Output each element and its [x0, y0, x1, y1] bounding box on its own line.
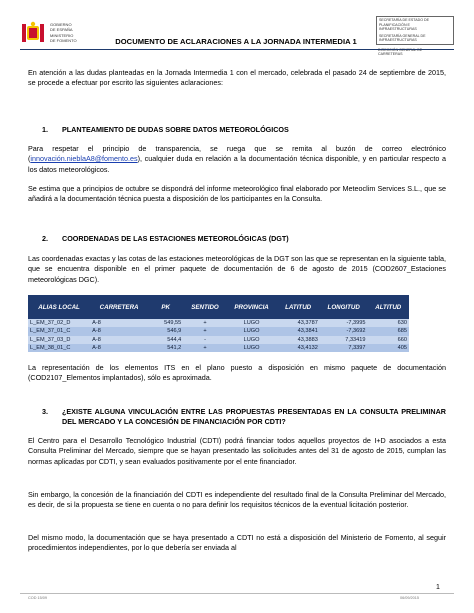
department-line: INFRAESTRUCTURAS: [379, 38, 417, 42]
column-header: ALIAS LOCAL: [28, 295, 90, 319]
table-cell: 546,9: [148, 327, 183, 335]
table-row: [28, 336, 409, 344]
section-2-heading: [28, 234, 446, 244]
department-line: DIRECCIÓN GENERAL DE: [378, 47, 423, 52]
table-cell: L_EM_38_01_C: [28, 344, 90, 352]
column-header: PK: [148, 295, 183, 319]
table-cell: LUGO: [227, 327, 277, 335]
paragraph-text: Para respetar el principio de transparencia, se ruega que se remita al buzón de correo electrónico (: [28, 144, 446, 164]
column-header: CARRETERA: [90, 295, 148, 319]
page-number: 1: [436, 584, 440, 591]
footer-code: COD 15/09: [28, 596, 47, 600]
table-cell: 405: [368, 344, 409, 352]
table-cell: 7,33419: [320, 336, 368, 344]
table-header-row: [28, 295, 409, 319]
section-number: 1.: [42, 125, 48, 134]
section-3-paragraph-3: Del mismo modo, la documentación que se haya presentado a CDTI no está a disposición del Ministerio de Fomento, al seguir procedimientos independientes, por lo que debería ser enviada al: [28, 533, 446, 553]
table-cell: LUGO: [227, 344, 277, 352]
column-header: PROVINCIA: [227, 295, 277, 319]
section-title: ¿EXISTE ALGUNA VINCULACIÓN ENTRE LAS PROPUESTAS PRESENTADAS EN LA CONSULTA PRELIMINAR DEL MERCADO Y LA CONCESIÓN DE FINANCIACIÓN POR CDTI?: [62, 407, 446, 427]
section-title: COORDENADAS DE LAS ESTACIONES METEOROLÓGICAS (DGT): [62, 234, 289, 243]
table-cell: 549,55: [148, 319, 183, 327]
department-line: SECRETARÍA DE ESTADO DE: [379, 18, 429, 22]
section-3-heading: [28, 407, 446, 428]
table-cell: 685: [368, 327, 409, 335]
department-box-secretaria: [376, 16, 454, 45]
table-cell: 43,4132: [276, 344, 319, 352]
intro-paragraph: En atención a las dudas planteadas en la Jornada Intermedia 1 con el mercado, celebrada el pasado 24 de septiembre de 2015, se procede a efectuar por escrito las siguientes aclaraciones:: [28, 68, 446, 88]
table-cell: L_EM_37_03_D: [28, 336, 90, 344]
table-cell: 43,3883: [276, 336, 319, 344]
document-title: DOCUMENTO DE ACLARACIONES A LA JORNADA INTERMEDIA 1: [115, 37, 357, 46]
section-3-paragraph-1: El Centro para el Desarrollo Tecnológico Industrial (CDTI) podrá financiar todos aquellos proyectos de I+D asociados a esta Consulta Preliminar del Mercado, siempre que se hayan presentado las solicitudes antes del 31 de agosto de 2015, cumplan las normas aplicadas por CDTI, y sean evaluados positivamente por el ente financiador.: [28, 436, 446, 466]
table-cell: LUGO: [227, 336, 277, 344]
table-cell: -7,3995: [320, 319, 368, 327]
table-cell: L_EM_37_02_D: [28, 319, 90, 327]
table-cell: A-8: [90, 344, 148, 352]
ministry-line: DE FOMENTO: [50, 38, 77, 43]
table-cell: 541,2: [148, 344, 183, 352]
ministry-line: GOBIERNO: [50, 22, 72, 27]
table-cell: L_EM_37_01_C: [28, 327, 90, 335]
column-header: ALTITUD: [368, 295, 409, 319]
ministry-label: [50, 22, 90, 43]
stations-table: [28, 295, 409, 352]
section-1-heading: [28, 125, 446, 135]
table-cell: LUGO: [227, 319, 277, 327]
header-divider: [20, 49, 454, 50]
footer-date: 06/09/2015: [400, 596, 420, 600]
table-cell: +: [183, 344, 226, 352]
table-cell: A-8: [90, 336, 148, 344]
footer-divider: [20, 593, 454, 594]
section-2-paragraph-2: La representación de los elementos ITS en el plano puesto a disposición en mismo paquete de documentación (COD2107_Elementos implantados), sólo es aproximada.: [28, 363, 446, 383]
table-cell: 544,4: [148, 336, 183, 344]
table-row: [28, 319, 409, 327]
table-cell: 660: [368, 336, 409, 344]
ministry-line: DE ESPAÑA: [50, 27, 73, 32]
column-header: LATITUD: [276, 295, 319, 319]
table-cell: -: [183, 336, 226, 344]
table-row: [28, 344, 409, 352]
section-title: PLANTEAMIENTO DE DUDAS SOBRE DATOS METEOROLÓGICOS: [62, 125, 289, 134]
table-cell: A-8: [90, 319, 148, 327]
table-cell: 43,3841: [276, 327, 319, 335]
table-cell: -7,3692: [320, 327, 368, 335]
section-1-paragraph-1: [28, 144, 446, 175]
section-number: 2.: [42, 234, 48, 243]
ministry-line: MINISTERIO: [50, 33, 74, 38]
table-cell: A-8: [90, 327, 148, 335]
column-header: LONGITUD: [320, 295, 368, 319]
department-line: PLANIFICACIÓN E: [379, 22, 410, 27]
table-cell: +: [183, 327, 226, 335]
section-3-paragraph-2: Sin embargo, la concesión de la financiación del CDTI es independiente del resultado final de la Consulta Preliminar del Mercado, es decir, de si la propuesta se tiene en cuenta o no para definir los requisitos técnicos de la eventual licitación posterior.: [28, 490, 446, 510]
section-1-paragraph-2: Se estima que a principios de octubre se dispondrá del informe meteorológico final elaborado por Meteoclim Services S.L., que se añadirá a la documentación técnica puesta a disposición de los participantes en la Consulta.: [28, 184, 446, 204]
spain-coat-of-arms-logo: [20, 20, 46, 46]
department-line: SECRETARÍA GENERAL DE: [379, 33, 426, 38]
department-line: CARRETERAS: [378, 52, 403, 56]
section-2-paragraph-1: Las coordenadas exactas y las cotas de las estaciones meteorológicas de la DGT son las que se representan en la siguiente tabla, que se encuentra disponible en el primer paquete de documentación de 6 de agosto de 2015 (COD2607_Estaciones meteorológicas DGC).: [28, 254, 446, 284]
section-number: 3.: [42, 407, 48, 416]
email-link[interactable]: innovación.nieblaA8@fomento.es: [30, 154, 138, 164]
table-cell: +: [183, 319, 226, 327]
table-cell: 43,3787: [276, 319, 319, 327]
department-line: INFRAESTRUCTURAS: [379, 27, 417, 31]
table-row: [28, 327, 409, 335]
table-cell: 630: [368, 319, 409, 327]
column-header: SENTIDO: [183, 295, 226, 319]
paragraph-text: ), cualquier duda en relación a la documentación técnica disponible, y en particular respecto a los datos meteorológicos.: [28, 154, 446, 174]
table-cell: 7,3397: [320, 344, 368, 352]
department-box: [376, 16, 454, 57]
